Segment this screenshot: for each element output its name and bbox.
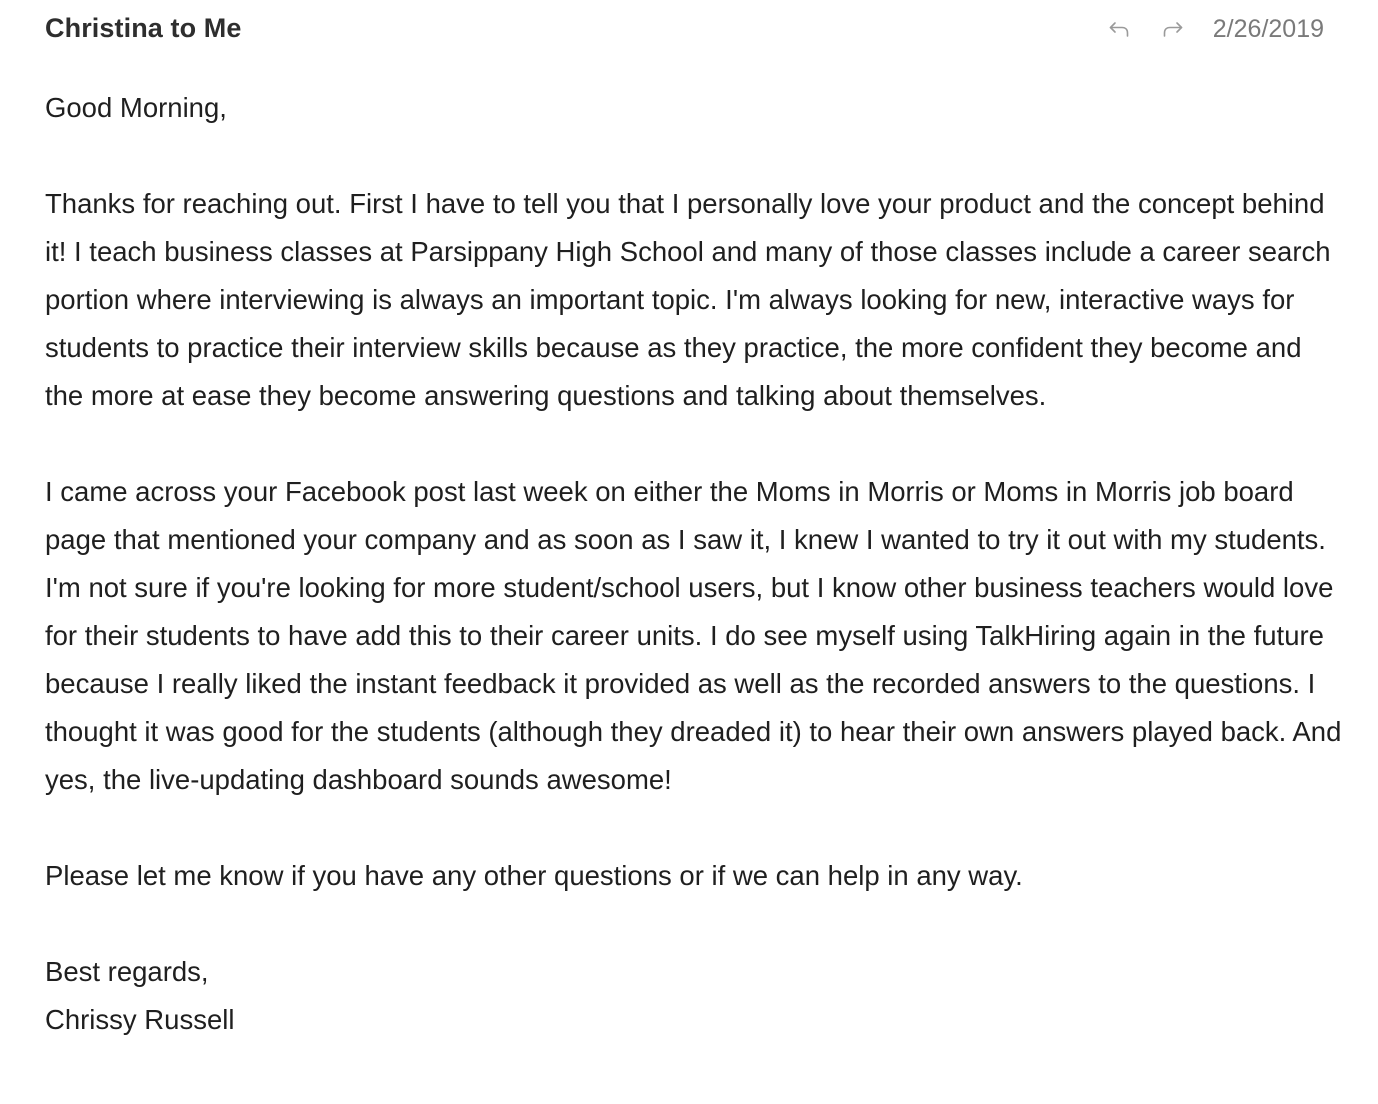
email-date: 2/26/2019 bbox=[1212, 15, 1324, 43]
forward-button[interactable] bbox=[1157, 13, 1189, 45]
signature: Chrissy Russell bbox=[45, 1004, 235, 1035]
sender-line[interactable]: Christina to Me bbox=[45, 13, 242, 43]
sign-off: Best regards, bbox=[45, 956, 209, 987]
header-actions bbox=[1103, 11, 1324, 47]
greeting: Good Morning, bbox=[45, 92, 227, 123]
email-header bbox=[0, 0, 1378, 60]
forward-icon bbox=[1161, 17, 1185, 41]
body-paragraph: Please let me know if you have any other questions or if we can help in any way. bbox=[45, 860, 1023, 891]
email-body bbox=[45, 84, 1345, 1044]
body-paragraph: Thanks for reaching out. First I have to tell you that I personally love your product and the concept behind it! I teach business classes at Parsippany High School and many of those classes include a career search portion where interviewing is always an important topic. I'm always looking for new, interactive ways for students to practice their interview skills because as they practice, the more confident they become and the more at ease they become answering questions and talking about themselves. bbox=[45, 188, 1331, 411]
reply-icon bbox=[1107, 17, 1131, 41]
body-paragraph: I came across your Facebook post last week on either the Moms in Morris or Moms in Morris job board page that mentioned your company and as soon as I saw it, I knew I wanted to try it out with my students. I'm not sure if you're looking for more student/school users, but I know other business teachers would love for their students to have add this to their career units. I do see myself using TalkHiring again in the future because I really liked the instant feedback it provided as well as the recorded answers to the questions. I thought it was good for the students (although they dreaded it) to hear their own answers played back. And yes, the live-updating dashboard sounds awesome! bbox=[45, 476, 1342, 795]
reply-button[interactable] bbox=[1103, 13, 1135, 45]
